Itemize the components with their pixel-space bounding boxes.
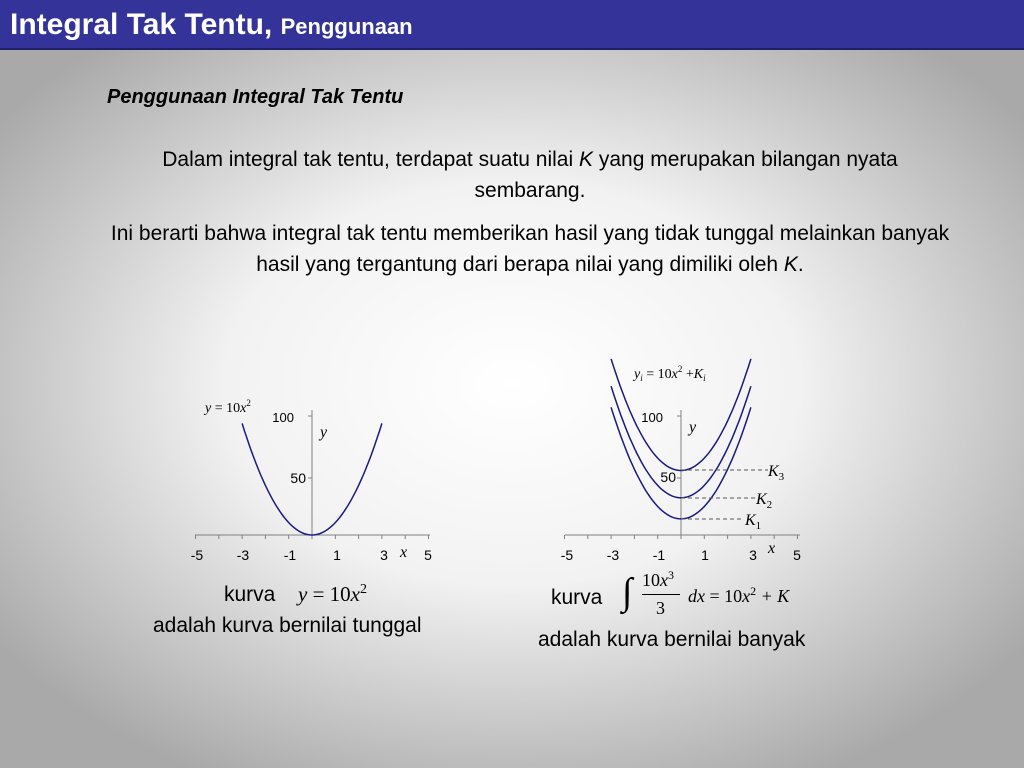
cap-eq-coef: = 10 xyxy=(307,582,351,606)
right-x-tick-label: -3 xyxy=(606,547,620,563)
right-x-tick-label: -5 xyxy=(560,547,574,563)
p1-text-after: yang merupakan bilangan nyata sembarang. xyxy=(474,148,898,202)
p1-k-variable: K xyxy=(579,148,594,171)
right-eq-k-sub: i xyxy=(703,373,706,383)
left-x-tick-label: -5 xyxy=(190,547,204,563)
right-x-tick-label: 1 xyxy=(701,547,709,563)
cap-eq-exp: 2 xyxy=(360,582,367,597)
num-x: x xyxy=(660,570,668,590)
right-eq-y-sub: i xyxy=(640,373,643,383)
integral-rhs xyxy=(688,584,789,607)
right-caption-result: adalah kurva bernilai banyak xyxy=(538,628,806,651)
fraction-bar xyxy=(642,594,680,595)
left-equation xyxy=(203,398,251,416)
left-eq-coef: = 10 xyxy=(211,401,241,416)
p2-text-after: . xyxy=(797,253,804,276)
cap-eq-y: y xyxy=(298,582,308,606)
right-caption-kurva: kurva xyxy=(551,586,603,609)
right-x-tick-label: 3 xyxy=(749,547,757,563)
rhs-exp: 2 xyxy=(750,584,757,598)
integral-sign: ∫ xyxy=(622,571,633,613)
left-caption-result: adalah kurva bernilai tunggal xyxy=(153,614,422,637)
right-x-tick-label: 5 xyxy=(793,547,801,563)
cap-eq-x: x xyxy=(350,582,360,606)
dx: dx xyxy=(688,586,705,606)
right-eq-k: K xyxy=(693,367,704,382)
k3-letter: K xyxy=(768,463,779,480)
k1-letter: K xyxy=(745,512,756,529)
left-eq-x: x xyxy=(240,401,247,416)
fraction-numerator xyxy=(642,568,674,591)
right-y-axis-label: y xyxy=(689,419,697,436)
k3-sub: 3 xyxy=(778,471,785,483)
k3-label xyxy=(767,463,785,483)
left-caption-equation xyxy=(298,582,367,607)
title-text: Integral Tak Tentu, xyxy=(10,8,273,41)
k2-label xyxy=(755,491,772,511)
rhs-x: x xyxy=(742,586,751,606)
section-heading: Penggunaan Integral Tak Tentu xyxy=(107,86,404,108)
left-graph xyxy=(191,398,432,563)
right-eq-x: x xyxy=(671,367,678,382)
k1-sub: 1 xyxy=(755,520,762,532)
right-graph xyxy=(561,359,801,563)
left-eq-y: y xyxy=(205,401,212,416)
left-y-tick-label-100: 100 xyxy=(272,410,294,425)
right-x-axis-label: x xyxy=(768,540,776,557)
num-exp: 3 xyxy=(668,568,674,582)
rhs-coef: = 10 xyxy=(705,586,743,606)
left-x-tick-label: 5 xyxy=(424,547,432,563)
k2-sub: 2 xyxy=(766,499,773,511)
right-eq-exp: 2 xyxy=(677,364,683,374)
left-eq-exp: 2 xyxy=(246,398,251,408)
right-x-tick-marks xyxy=(565,535,798,539)
p1-text-before: Dalam integral tak tentu, terdapat suatu nilai xyxy=(162,148,579,171)
left-caption-kurva: kurva xyxy=(224,583,276,606)
rhs-plus-k: + K xyxy=(756,586,790,606)
right-equation xyxy=(632,364,706,383)
left-x-axis-label: x xyxy=(400,544,408,561)
left-x-tick-label: 3 xyxy=(380,547,388,563)
left-x-tick-label: 1 xyxy=(333,547,341,563)
k2-letter: K xyxy=(756,491,767,508)
left-y-axis-label: y xyxy=(320,424,328,441)
right-eq-coef: = 10 xyxy=(642,367,672,382)
title-subtitle: Penggunaan xyxy=(280,14,413,39)
right-y-tick-label-100: 100 xyxy=(641,410,663,425)
right-x-tick-label: -1 xyxy=(652,547,666,563)
left-y-tick-label-50: 50 xyxy=(290,470,306,486)
num-coef: 10 xyxy=(642,570,660,590)
p2-k-variable: K xyxy=(783,253,798,276)
left-x-tick-label: -3 xyxy=(236,547,250,563)
right-eq-plus: + xyxy=(682,367,694,382)
p2-text-before: Ini berarti bahwa integral tak tentu memberikan hasil yang tidak tunggal melainkan banyak hasil yang tergantung dari berapa nilai yang dimiliki oleh xyxy=(110,222,950,276)
right-eq-y: y xyxy=(634,367,641,382)
left-x-tick-label: -1 xyxy=(283,547,297,563)
right-y-tick-label-50: 50 xyxy=(660,469,676,485)
k1-label xyxy=(744,512,761,532)
fraction-denominator: 3 xyxy=(656,598,665,618)
